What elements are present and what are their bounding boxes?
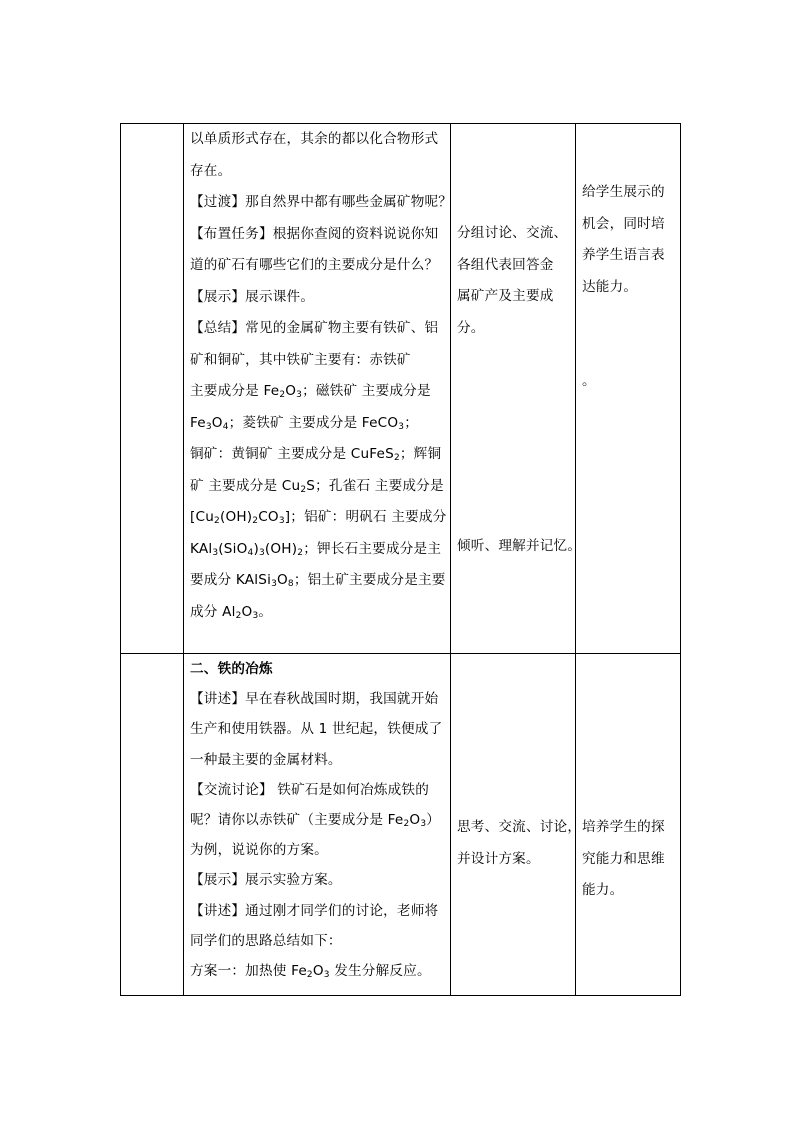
- teacher-text-line: 【布置任务】根据你查阅的资料说说你知: [190, 225, 439, 242]
- lesson-plan-table: [120, 123, 681, 996]
- teacher-text-line: 二、铁的冶炼: [190, 661, 273, 677]
- teacher-text-line: $[Cu_2(OH)_2CO_3]$；铝矿：明矾石 主要成分: [190, 509, 447, 526]
- teacher-text-line: 存在。: [190, 162, 232, 179]
- design-text-line: 达能力。: [582, 278, 638, 295]
- design-text-line: 。: [582, 373, 596, 389]
- teacher-text-line: 以单质形式存在，其余的都以化合物形式: [190, 131, 439, 147]
- teacher-activity-cell-2: [184, 654, 451, 996]
- teacher-text-line: 成分 $Al_2O_3$。: [190, 603, 273, 621]
- teacher-text-line: 方案一：加热使 $Fe_2O_3$ 发生分解反应。: [190, 963, 431, 980]
- teacher-text-line: $KAl_3(SiO_4)_3(OH)_2$；钾长石主要成分是主: [190, 540, 442, 558]
- design-intent-cell-2: [576, 654, 681, 996]
- teacher-text-line: 同学们的思路总结如下：: [190, 932, 342, 949]
- table-row: [121, 124, 681, 654]
- design-text-line: 给学生展示的: [582, 184, 665, 200]
- teacher-text-line: 【交流讨论】 铁矿石是如何冶炼成铁的: [190, 781, 430, 798]
- teacher-text-line: 生产和使用铁器。从 1 世纪起，铁便成了: [190, 721, 443, 738]
- student-text-line: 倾听、理解并记忆。: [457, 538, 582, 554]
- design-text-line: 培养学生的探: [582, 819, 665, 835]
- student-text-line: 分。: [457, 319, 485, 336]
- teacher-activity-cell-1: [184, 124, 451, 654]
- student-text-line: 分组讨论、交流、: [457, 225, 568, 241]
- teacher-text-line: 为例，说说你的方案。: [190, 842, 328, 859]
- teacher-text-line: 矿和铜矿，其中铁矿主要有：赤铁矿: [190, 351, 411, 368]
- teacher-text-line: 矿 主要成分是 $Cu_2S$；孔雀石 主要成分是: [190, 477, 444, 495]
- design-text-line: 养学生语言表: [582, 247, 665, 263]
- teacher-text-line: 一种最主要的金属材料。: [190, 751, 342, 768]
- teacher-text-line: 【过渡】那自然界中都有哪些金属矿物呢？: [190, 194, 453, 210]
- teacher-text-line: 【展示】展示实验方案。: [190, 872, 342, 889]
- teacher-text-line: 【总结】常见的金属矿物主要有铁矿、铝: [190, 320, 439, 336]
- table-row: [121, 654, 681, 996]
- teacher-text-line: 【讲述】通过刚才同学们的讨论，老师将: [190, 902, 439, 919]
- student-activity-cell-2: [451, 654, 582, 996]
- teacher-text-line: 呢？请你以赤铁矿（主要成分是 $Fe_2O_3$）: [190, 812, 441, 829]
- student-text-line: 属矿产及主要成: [457, 288, 554, 304]
- student-text-line: 并设计方案。: [457, 850, 540, 867]
- segment-cell-2: [121, 654, 184, 996]
- design-text-line: 究能力和思维: [582, 850, 665, 867]
- teacher-text-line: $Fe_3O_4$；菱铁矿 主要成分是 FeCO$_3$；: [190, 414, 418, 432]
- design-intent-cell-1: [576, 124, 681, 654]
- student-activity-cell-1: [451, 124, 582, 654]
- teacher-text-line: 主要成分是 $Fe_2O_3$；磁铁矿 主要成分是: [190, 383, 431, 400]
- segment-cell-1: [121, 124, 184, 654]
- student-text-line: 思考、交流、讨论，: [457, 819, 582, 835]
- teacher-text-line: 道的矿石有哪些它们的主要成分是什么？: [190, 257, 439, 273]
- teacher-text-line: 【讲述】早在春秋战国时期，我国就开始: [190, 691, 439, 708]
- design-text-line: 能力。: [582, 882, 624, 898]
- design-text-line: 机会，同时培: [582, 215, 665, 232]
- student-text-line: 各组代表回答金: [457, 256, 554, 273]
- teacher-text-line: 铜矿：黄铜矿 主要成分是 CuFeS$_2$；辉铜: [190, 446, 442, 463]
- teacher-text-line: 要成分 $KAlSi_3O_8$；铝土矿主要成分是主要: [190, 572, 446, 589]
- teacher-text-line: 【展示】展示课件。: [190, 288, 315, 305]
